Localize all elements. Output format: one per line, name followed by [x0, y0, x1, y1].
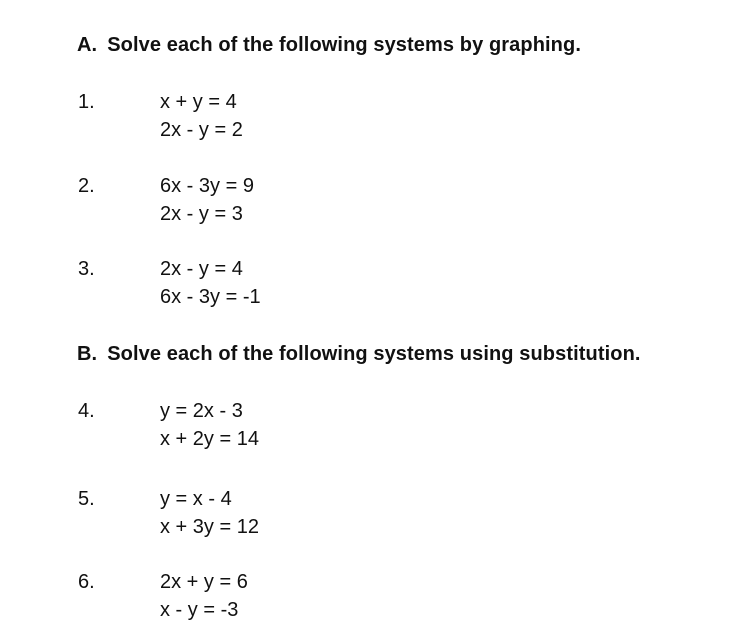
equation-system [160, 568, 248, 624]
equation-2: x + 2y = 14 [160, 428, 259, 450]
equation-system [160, 485, 259, 541]
problem-number: 2. [78, 175, 95, 197]
equation-system [160, 172, 254, 228]
problem-number: 4. [78, 400, 95, 422]
section-b-letter: B. [77, 343, 98, 365]
problem-number: 3. [78, 258, 95, 280]
equation-2: x - y = -3 [160, 599, 239, 621]
equation-2: 2x - y = 3 [160, 203, 243, 225]
section-b-heading [77, 343, 641, 366]
equation-system [160, 255, 261, 311]
equation-system [160, 88, 243, 144]
problem-number: 1. [78, 91, 95, 113]
equation-1: 2x + y = 6 [160, 571, 248, 593]
equation-2: x + 3y = 12 [160, 516, 259, 538]
equation-system [160, 397, 259, 453]
section-a-title: Solve each of the following systems by graphing. [107, 34, 581, 56]
section-a-heading [77, 34, 581, 57]
problem-number: 6. [78, 571, 95, 593]
equation-1: y = 2x - 3 [160, 400, 243, 422]
equation-2: 6x - 3y = -1 [160, 286, 261, 308]
equation-2: 2x - y = 2 [160, 119, 243, 141]
equation-1: 6x - 3y = 9 [160, 175, 254, 197]
section-b-title: Solve each of the following systems using substitution. [107, 343, 641, 365]
equation-1: y = x - 4 [160, 488, 232, 510]
section-a-letter: A. [77, 34, 98, 56]
equation-1: 2x - y = 4 [160, 258, 243, 280]
problem-number: 5. [78, 488, 95, 510]
equation-1: x + y = 4 [160, 91, 237, 113]
